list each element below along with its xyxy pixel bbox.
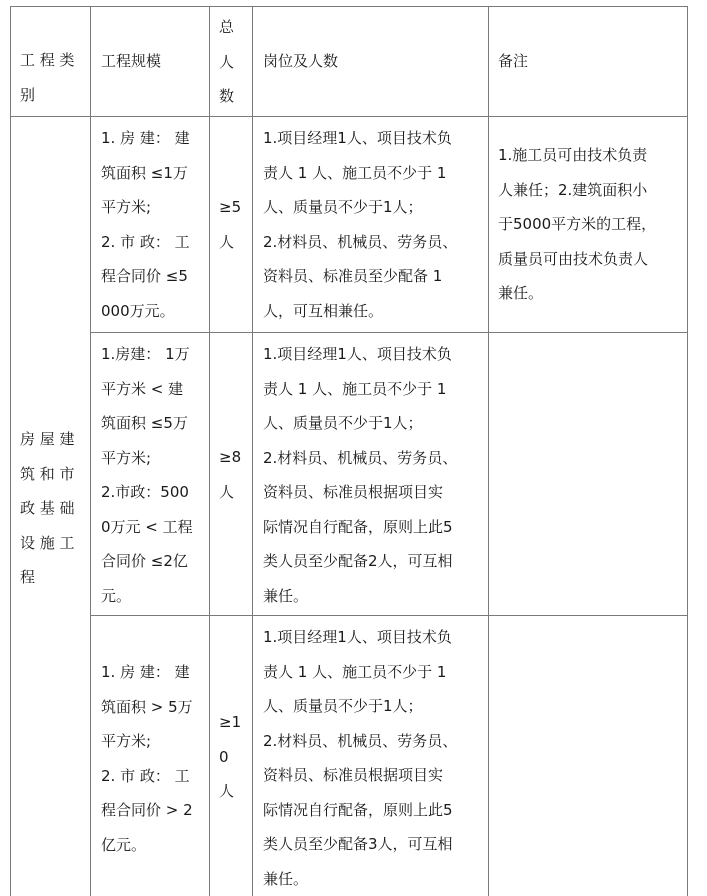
table-border-top bbox=[10, 6, 688, 7]
column-divider-2 bbox=[209, 6, 210, 896]
row-1-notes: 1.施工员可由技术负责 人兼任；2.建筑面积小 于5000平方米的工程， 质量员可由技术负责人 兼任。 bbox=[498, 146, 657, 302]
header-scale: 工程规模 bbox=[101, 52, 162, 70]
header-positions: 岗位及人数 bbox=[263, 52, 339, 70]
header-separator bbox=[10, 116, 688, 117]
row-3-total: ≥1 0 人 bbox=[219, 713, 242, 800]
column-divider-1 bbox=[90, 6, 91, 896]
row-separator-1 bbox=[90, 332, 688, 333]
row-3-scale: 1. 房 建： 建 筑面积 > 5万 平方米; 2. 市 政： 工 程合同价 > 2 亿元。 bbox=[101, 663, 193, 854]
row-2-scale: 1.房建： 1万 平方米 < 建 筑面积 ≤5万 平方米; 2.市政：500 0万元 < 工程 合同价 ≤2亿 元。 bbox=[101, 345, 193, 605]
header-total: 总 人 数 bbox=[219, 18, 235, 105]
header-notes: 备注 bbox=[498, 52, 529, 70]
row-1-scale: 1. 房 建： 建 筑面积 ≤1万 平方米; 2. 市 政： 工 程合同价 ≤5 000万元。 bbox=[101, 129, 190, 320]
row-1-positions: 1.项目经理1人、项目技术负 责人 1 人、施工员不少于 1 人、质量员不少于1人； 2.材料员、机械员、劳务员、 资料员、标准员至少配备 1 人，可互相兼任。 bbox=[263, 129, 458, 320]
row-3-positions: 1.项目经理1人、项目技术负 责人 1 人、施工员不少于 1 人、质量员不少于1人； 2.材料员、机械员、劳务员、 资料员、标准员根据项目实 际情况自行配备，原则上此5 类人员至少配备3人，可互相 兼任。 bbox=[263, 628, 458, 888]
row-separator-2 bbox=[90, 615, 688, 616]
table-border-right bbox=[687, 6, 688, 896]
column-divider-3 bbox=[252, 6, 253, 896]
row-2-total: ≥8 人 bbox=[219, 448, 242, 501]
table-border-left bbox=[10, 6, 11, 896]
column-divider-4 bbox=[488, 6, 489, 896]
category-cell: 房 屋 建 筑 和 市 政 基 础 设 施 工 程 bbox=[20, 430, 75, 586]
row-2-positions: 1.项目经理1人、项目技术负 责人 1 人、施工员不少于 1 人、质量员不少于1人； 2.材料员、机械员、劳务员、 资料员、标准员根据项目实 际情况自行配备，原则上此5 类人员至少配备2人，可互相 兼任。 bbox=[263, 345, 458, 605]
row-1-total: ≥5 人 bbox=[219, 198, 242, 251]
header-category: 工 程 类 别 bbox=[20, 51, 75, 104]
